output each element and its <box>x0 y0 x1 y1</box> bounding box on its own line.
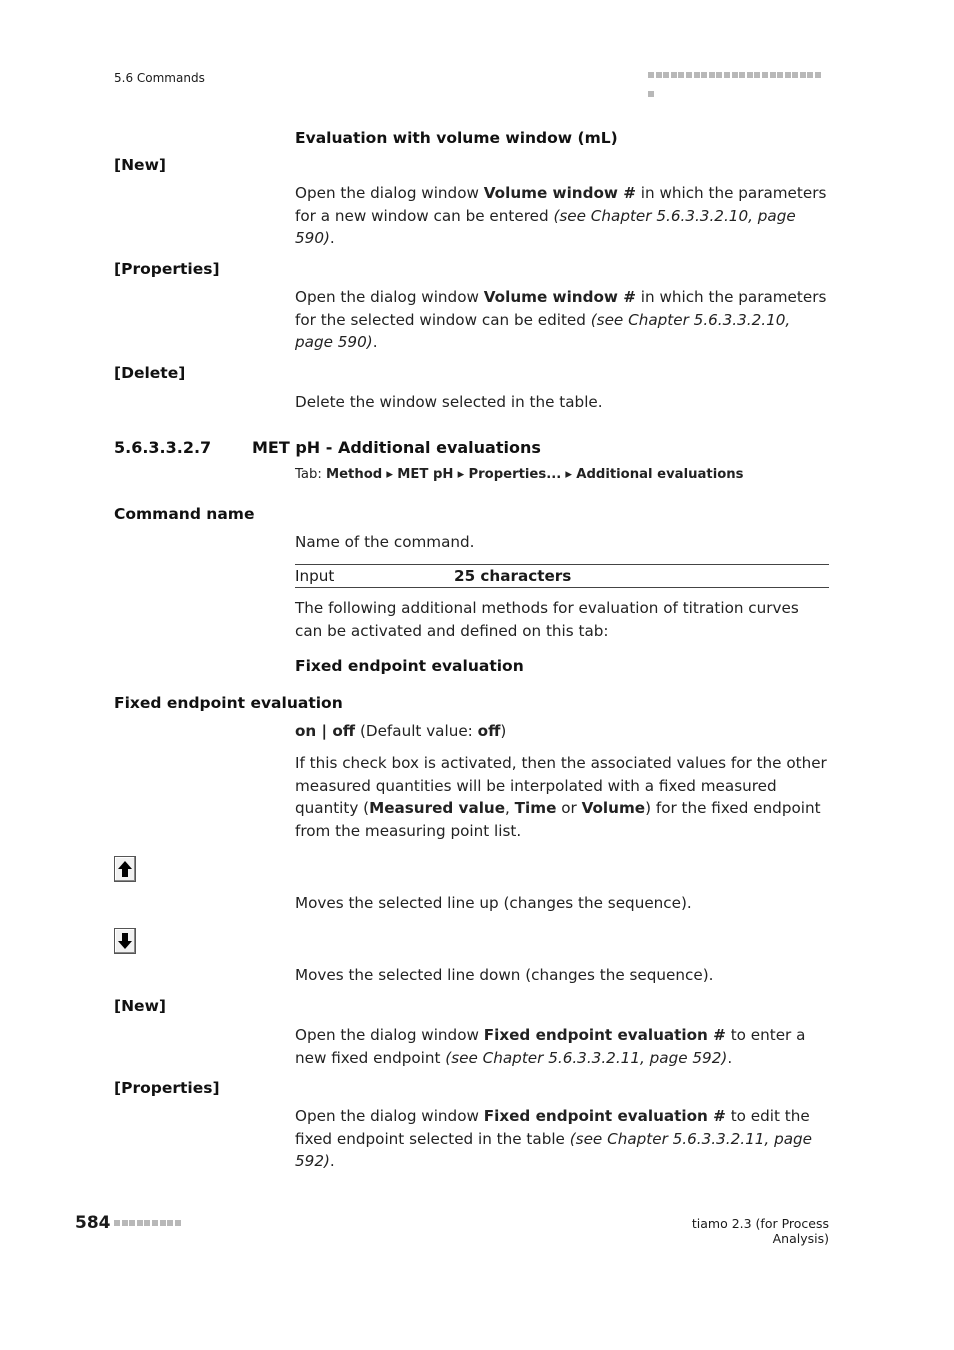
decorative-square <box>137 1220 143 1226</box>
decorative-square <box>648 72 654 78</box>
command-name-label: Command name <box>114 505 255 523</box>
move-down-button[interactable] <box>114 928 136 954</box>
chapter-link[interactable]: (see Chapter 5.6.3.3.2.10, page 590) <box>295 206 796 248</box>
fixed-endpoint-heading: Fixed endpoint evaluation <box>295 657 524 675</box>
decorative-square <box>777 72 783 78</box>
decorative-square <box>152 1220 158 1226</box>
fixed-endpoint-description: If this check box is activated, then the associated values for the other measured quantities will be interpolated with a fixed measured quantity (Measured value, Time or Volume) for the fixed endpoint from the measuring point list. <box>295 754 827 840</box>
decorative-square <box>663 72 669 78</box>
decorative-square <box>160 1220 166 1226</box>
decorative-square <box>807 72 813 78</box>
footer-decoration <box>114 1220 182 1239</box>
decorative-square <box>686 72 692 78</box>
running-header-section: 5.6 Commands <box>114 71 205 85</box>
chapter-link[interactable]: (see Chapter 5.6.3.3.2.11, page 592) <box>295 1129 813 1171</box>
decorative-square <box>770 72 776 78</box>
decorative-square <box>144 1220 150 1226</box>
decorative-square <box>129 1220 135 1226</box>
command-name-description: Name of the command. <box>295 533 475 551</box>
decorative-square <box>678 72 684 78</box>
decorative-square <box>656 72 662 78</box>
decorative-square <box>114 1220 120 1226</box>
new-fixed-endpoint-description: Open the dialog window Fixed endpoint evaluation # to enter a new fixed endpoint (see Chapter 5.6.3.3.2.11, page 592). <box>295 1026 806 1067</box>
footer-product: tiamo 2.3 (for Process Analysis) <box>691 1216 829 1246</box>
decorative-square <box>739 72 745 78</box>
section-number: 5.6.3.3.2.7 <box>114 438 212 457</box>
decorative-square <box>724 72 730 78</box>
move-down-description: Moves the selected line down (changes the sequence). <box>295 966 714 984</box>
decorative-square <box>732 72 738 78</box>
decorative-square <box>754 72 760 78</box>
decorative-square <box>709 72 715 78</box>
decorative-square <box>694 72 700 78</box>
properties-button-description: Open the dialog window Volume window # in which the parameters for the selected window can be edited (see Chapter 5.6.3.3.2.10, page 590). <box>295 288 827 352</box>
move-up-button[interactable] <box>114 856 136 882</box>
decorative-square <box>716 72 722 78</box>
chapter-link[interactable]: (see Chapter 5.6.3.3.2.10, page 590) <box>295 310 791 352</box>
decorative-square <box>167 1220 173 1226</box>
properties-fixed-endpoint-description: Open the dialog window Fixed endpoint evaluation # to edit the fixed endpoint selected in the table (see Chapter 5.6.3.3.2.11, page 592). <box>295 1107 813 1171</box>
decorative-square <box>785 72 791 78</box>
section-title: MET pH - Additional evaluations <box>252 438 541 457</box>
additional-methods-intro: The following additional methods for evaluation of titration curves can be activated and defined on this tab: <box>295 599 799 640</box>
tab-path: Tab: Method ▸ MET pH ▸ Properties... ▸ Additional evaluations <box>295 467 744 482</box>
chapter-link[interactable]: (see Chapter 5.6.3.3.2.11, page 592) <box>445 1048 728 1067</box>
properties-fixed-endpoint-label: [Properties] <box>114 1079 220 1097</box>
fixed-endpoint-options: on | off (Default value: off) <box>295 722 507 740</box>
page-number: 584 <box>75 1213 111 1233</box>
decorative-square <box>671 72 677 78</box>
decorative-square <box>815 72 821 78</box>
new-fixed-endpoint-label: [New] <box>114 997 166 1015</box>
parameter-table <box>295 564 829 588</box>
volume-window-heading: Evaluation with volume window (mL) <box>295 129 618 147</box>
fixed-endpoint-label: Fixed endpoint evaluation <box>114 694 343 712</box>
properties-button-label: [Properties] <box>114 260 220 278</box>
move-up-description: Moves the selected line up (changes the sequence). <box>295 894 692 912</box>
table-value: 25 characters <box>454 567 572 585</box>
delete-button-label: [Delete] <box>114 364 186 382</box>
decorative-square <box>648 91 654 97</box>
new-button-description: Open the dialog window Volume window # in which the parameters for a new window can be entered (see Chapter 5.6.3.3.2.10, page 590). <box>295 184 827 248</box>
decorative-square <box>701 72 707 78</box>
decorative-square <box>175 1220 181 1226</box>
header-decoration <box>648 72 830 81</box>
decorative-square <box>122 1220 128 1226</box>
decorative-square <box>747 72 753 78</box>
delete-button-description: Delete the window selected in the table. <box>295 393 603 411</box>
decorative-square <box>800 72 806 78</box>
decorative-square <box>762 72 768 78</box>
table-key: Input <box>295 567 335 585</box>
new-button-label: [New] <box>114 156 166 174</box>
decorative-square <box>792 72 798 78</box>
